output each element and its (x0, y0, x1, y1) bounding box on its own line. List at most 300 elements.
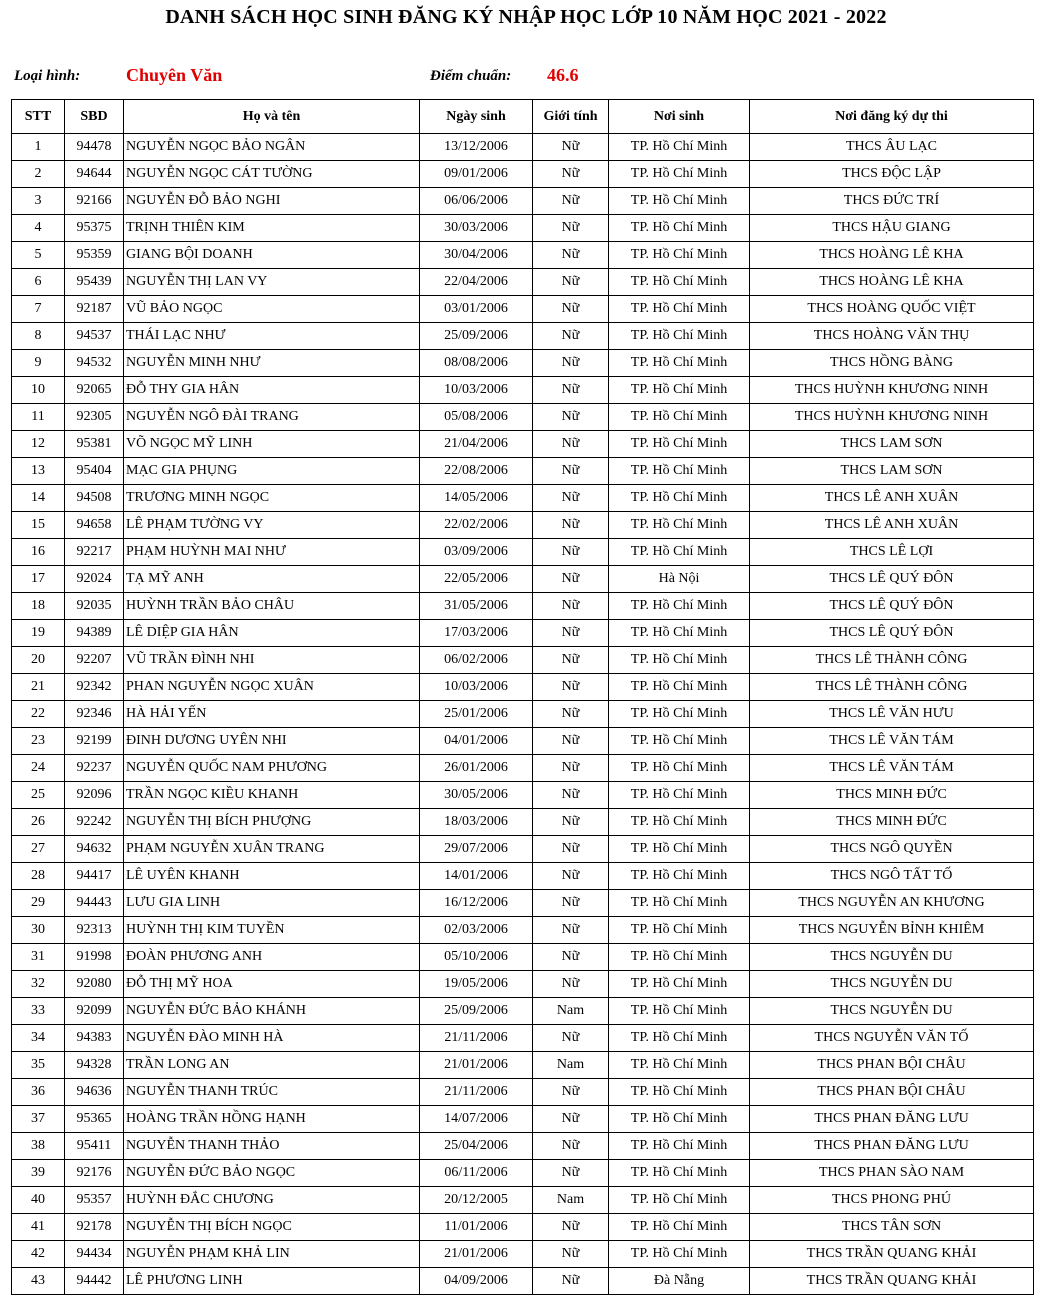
cell-school: THCS NGUYỄN DU (750, 971, 1034, 998)
cell-gender: Nữ (533, 917, 609, 944)
type-value: Chuyên Văn (126, 65, 223, 85)
cell-gender: Nữ (533, 350, 609, 377)
score-label: Điểm chuẩn: (430, 68, 512, 84)
cell-name: LƯU GIA LINH (124, 890, 420, 917)
cell-birthplace: TP. Hồ Chí Minh (609, 539, 750, 566)
cell-name: NGUYỄN THỊ BÍCH NGỌC (124, 1214, 420, 1241)
cell-name: NGUYỄN NGÔ ĐÀI TRANG (124, 404, 420, 431)
table-row (12, 1214, 1034, 1241)
cell-sbd: 94442 (65, 1268, 124, 1295)
cell-stt: 31 (12, 944, 65, 971)
cell-gender: Nữ (533, 377, 609, 404)
cell-gender: Nữ (533, 1025, 609, 1052)
cell-name: NGUYỄN ĐỨC BẢO NGỌC (124, 1160, 420, 1187)
cell-gender: Nữ (533, 404, 609, 431)
table-row (12, 755, 1034, 782)
cell-stt: 25 (12, 782, 65, 809)
cell-school: THCS HOÀNG VĂN THỤ (750, 323, 1034, 350)
cell-birthplace: TP. Hồ Chí Minh (609, 782, 750, 809)
cell-sbd: 92166 (65, 188, 124, 215)
cell-stt: 16 (12, 539, 65, 566)
cell-sbd: 92080 (65, 971, 124, 998)
cell-gender: Nữ (533, 701, 609, 728)
cell-gender: Nữ (533, 188, 609, 215)
cell-stt: 37 (12, 1106, 65, 1133)
cell-name: VŨ BẢO NGỌC (124, 296, 420, 323)
cell-school: THCS HOÀNG LÊ KHA (750, 269, 1034, 296)
cell-sbd: 92065 (65, 377, 124, 404)
cell-name: NGUYỄN ĐỖ BẢO NGHI (124, 188, 420, 215)
score-value: 46.6 (547, 65, 579, 85)
cell-school: THCS PHAN SÀO NAM (750, 1160, 1034, 1187)
cell-school: THCS PHONG PHÚ (750, 1187, 1034, 1214)
cell-name: VÕ NGỌC MỸ LINH (124, 431, 420, 458)
cell-stt: 15 (12, 512, 65, 539)
cell-name: PHẠM NGUYỄN XUÂN TRANG (124, 836, 420, 863)
header-stt: STT (12, 100, 65, 134)
cell-school: THCS TÂN SƠN (750, 1214, 1034, 1241)
cell-school: THCS ĐỨC TRÍ (750, 188, 1034, 215)
cell-dob: 06/11/2006 (420, 1160, 533, 1187)
table-row (12, 1160, 1034, 1187)
cell-name: TRƯƠNG MINH NGỌC (124, 485, 420, 512)
cell-school: THCS LÊ ANH XUÂN (750, 485, 1034, 512)
table-row (12, 566, 1034, 593)
cell-birthplace: TP. Hồ Chí Minh (609, 593, 750, 620)
cell-gender: Nữ (533, 971, 609, 998)
cell-stt: 22 (12, 701, 65, 728)
cell-stt: 33 (12, 998, 65, 1025)
cell-birthplace: TP. Hồ Chí Minh (609, 377, 750, 404)
cell-sbd: 94658 (65, 512, 124, 539)
cell-gender: Nữ (533, 512, 609, 539)
table-row (12, 485, 1034, 512)
cell-school: THCS HUỲNH KHƯƠNG NINH (750, 377, 1034, 404)
cell-dob: 04/01/2006 (420, 728, 533, 755)
cell-sbd: 92217 (65, 539, 124, 566)
cell-birthplace: TP. Hồ Chí Minh (609, 350, 750, 377)
cell-gender: Nữ (533, 485, 609, 512)
cell-gender: Nữ (533, 674, 609, 701)
cell-school: THCS LÊ QUÝ ĐÔN (750, 566, 1034, 593)
cell-stt: 19 (12, 620, 65, 647)
cell-name: LÊ UYÊN KHANH (124, 863, 420, 890)
cell-stt: 20 (12, 647, 65, 674)
cell-gender: Nữ (533, 296, 609, 323)
cell-school: THCS MINH ĐỨC (750, 809, 1034, 836)
table-row (12, 1187, 1034, 1214)
cell-gender: Nữ (533, 134, 609, 161)
cell-school: THCS HUỲNH KHƯƠNG NINH (750, 404, 1034, 431)
cell-stt: 42 (12, 1241, 65, 1268)
table-row (12, 458, 1034, 485)
cell-stt: 7 (12, 296, 65, 323)
cell-gender: Nữ (533, 836, 609, 863)
cell-birthplace: TP. Hồ Chí Minh (609, 755, 750, 782)
cell-school: THCS HOÀNG QUỐC VIỆT (750, 296, 1034, 323)
cell-stt: 40 (12, 1187, 65, 1214)
cell-birthplace: TP. Hồ Chí Minh (609, 323, 750, 350)
cell-birthplace: TP. Hồ Chí Minh (609, 431, 750, 458)
cell-sbd: 95439 (65, 269, 124, 296)
cell-name: TẠ MỸ ANH (124, 566, 420, 593)
cell-gender: Nam (533, 998, 609, 1025)
cell-sbd: 92242 (65, 809, 124, 836)
cell-gender: Nữ (533, 809, 609, 836)
cell-stt: 1 (12, 134, 65, 161)
table-row (12, 215, 1034, 242)
cell-birthplace: TP. Hồ Chí Minh (609, 1052, 750, 1079)
cell-name: THÁI LẠC NHƯ (124, 323, 420, 350)
cell-gender: Nữ (533, 1268, 609, 1295)
cell-dob: 22/08/2006 (420, 458, 533, 485)
cell-school: THCS PHAN BỘI CHÂU (750, 1052, 1034, 1079)
cell-gender: Nam (533, 1052, 609, 1079)
cell-dob: 10/03/2006 (420, 674, 533, 701)
cell-school: THCS HOÀNG LÊ KHA (750, 242, 1034, 269)
cell-stt: 8 (12, 323, 65, 350)
cell-birthplace: TP. Hồ Chí Minh (609, 728, 750, 755)
cell-sbd: 92199 (65, 728, 124, 755)
cell-sbd: 92207 (65, 647, 124, 674)
cell-school: THCS NGÔ TẤT TỐ (750, 863, 1034, 890)
cell-stt: 36 (12, 1079, 65, 1106)
cell-school: THCS HỒNG BÀNG (750, 350, 1034, 377)
cell-birthplace: TP. Hồ Chí Minh (609, 458, 750, 485)
cell-school: THCS LÊ THÀNH CÔNG (750, 647, 1034, 674)
cell-dob: 11/01/2006 (420, 1214, 533, 1241)
table-row (12, 188, 1034, 215)
cell-name: GIANG BỘI DOANH (124, 242, 420, 269)
cell-sbd: 94478 (65, 134, 124, 161)
cell-name: HUỲNH THỊ KIM TUYỀN (124, 917, 420, 944)
cell-gender: Nữ (533, 1214, 609, 1241)
cell-stt: 43 (12, 1268, 65, 1295)
cell-dob: 03/09/2006 (420, 539, 533, 566)
cell-dob: 25/09/2006 (420, 998, 533, 1025)
cell-birthplace: TP. Hồ Chí Minh (609, 161, 750, 188)
table-row (12, 431, 1034, 458)
cell-dob: 25/01/2006 (420, 701, 533, 728)
table-row (12, 836, 1034, 863)
cell-dob: 30/04/2006 (420, 242, 533, 269)
cell-name: PHAN NGUYỄN NGỌC XUÂN (124, 674, 420, 701)
cell-dob: 25/04/2006 (420, 1133, 533, 1160)
cell-gender: Nữ (533, 728, 609, 755)
cell-name: ĐOÀN PHƯƠNG ANH (124, 944, 420, 971)
cell-school: THCS TRẦN QUANG KHẢI (750, 1268, 1034, 1295)
cell-school: THCS NGUYỄN BỈNH KHIÊM (750, 917, 1034, 944)
cell-sbd: 94537 (65, 323, 124, 350)
table-row (12, 539, 1034, 566)
cell-sbd: 95404 (65, 458, 124, 485)
cell-school: THCS PHAN BỘI CHÂU (750, 1079, 1034, 1106)
cell-gender: Nữ (533, 1160, 609, 1187)
cell-name: NGUYỄN THỊ BÍCH PHƯỢNG (124, 809, 420, 836)
cell-dob: 19/05/2006 (420, 971, 533, 998)
cell-dob: 21/01/2006 (420, 1052, 533, 1079)
cell-dob: 08/08/2006 (420, 350, 533, 377)
cell-name: ĐINH DƯƠNG UYÊN NHI (124, 728, 420, 755)
cell-sbd: 92176 (65, 1160, 124, 1187)
header-birthplace: Nơi sinh (609, 100, 750, 134)
cell-name: LÊ PHẠM TƯỜNG VY (124, 512, 420, 539)
cell-stt: 6 (12, 269, 65, 296)
cell-school: THCS LÊ LỢI (750, 539, 1034, 566)
cell-stt: 26 (12, 809, 65, 836)
cell-birthplace: TP. Hồ Chí Minh (609, 512, 750, 539)
cell-sbd: 95375 (65, 215, 124, 242)
cell-dob: 21/04/2006 (420, 431, 533, 458)
cell-sbd: 92313 (65, 917, 124, 944)
cell-birthplace: TP. Hồ Chí Minh (609, 971, 750, 998)
cell-dob: 03/01/2006 (420, 296, 533, 323)
cell-sbd: 94532 (65, 350, 124, 377)
cell-school: THCS LÊ QUÝ ĐÔN (750, 620, 1034, 647)
header-dob: Ngày sinh (420, 100, 533, 134)
cell-dob: 13/12/2006 (420, 134, 533, 161)
meta-row (14, 64, 1034, 90)
cell-birthplace: TP. Hồ Chí Minh (609, 1187, 750, 1214)
cell-name: HOÀNG TRẦN HỒNG HẠNH (124, 1106, 420, 1133)
cell-school: THCS LÊ VĂN TÁM (750, 755, 1034, 782)
cell-stt: 14 (12, 485, 65, 512)
cell-birthplace: TP. Hồ Chí Minh (609, 1214, 750, 1241)
table-row (12, 809, 1034, 836)
table-body (12, 134, 1034, 1295)
cell-sbd: 92024 (65, 566, 124, 593)
table-row (12, 674, 1034, 701)
cell-sbd: 94434 (65, 1241, 124, 1268)
cell-stt: 34 (12, 1025, 65, 1052)
cell-stt: 30 (12, 917, 65, 944)
cell-school: THCS NGUYỄN DU (750, 998, 1034, 1025)
cell-dob: 02/03/2006 (420, 917, 533, 944)
cell-sbd: 95381 (65, 431, 124, 458)
cell-sbd: 92178 (65, 1214, 124, 1241)
cell-stt: 39 (12, 1160, 65, 1187)
cell-gender: Nữ (533, 539, 609, 566)
cell-gender: Nữ (533, 1241, 609, 1268)
cell-stt: 35 (12, 1052, 65, 1079)
cell-name: LÊ PHƯƠNG LINH (124, 1268, 420, 1295)
cell-gender: Nữ (533, 161, 609, 188)
cell-name: NGUYỄN THANH TRÚC (124, 1079, 420, 1106)
cell-birthplace: TP. Hồ Chí Minh (609, 701, 750, 728)
cell-name: TRẦN LONG AN (124, 1052, 420, 1079)
cell-birthplace: TP. Hồ Chí Minh (609, 620, 750, 647)
cell-sbd: 92342 (65, 674, 124, 701)
cell-stt: 32 (12, 971, 65, 998)
cell-dob: 16/12/2006 (420, 890, 533, 917)
cell-dob: 30/03/2006 (420, 215, 533, 242)
cell-stt: 27 (12, 836, 65, 863)
cell-dob: 21/01/2006 (420, 1241, 533, 1268)
cell-dob: 18/03/2006 (420, 809, 533, 836)
cell-dob: 14/07/2006 (420, 1106, 533, 1133)
cell-birthplace: TP. Hồ Chí Minh (609, 863, 750, 890)
cell-birthplace: TP. Hồ Chí Minh (609, 269, 750, 296)
table-row (12, 269, 1034, 296)
cell-name: NGUYỄN THANH THẢO (124, 1133, 420, 1160)
cell-stt: 2 (12, 161, 65, 188)
cell-name: NGUYỄN QUỐC NAM PHƯƠNG (124, 755, 420, 782)
cell-dob: 06/02/2006 (420, 647, 533, 674)
cell-dob: 22/05/2006 (420, 566, 533, 593)
cell-name: NGUYỄN NGỌC BẢO NGÂN (124, 134, 420, 161)
cell-stt: 4 (12, 215, 65, 242)
cell-name: NGUYỄN ĐÀO MINH HÀ (124, 1025, 420, 1052)
cell-name: HÀ HẢI YẾN (124, 701, 420, 728)
cell-sbd: 94443 (65, 890, 124, 917)
cell-stt: 41 (12, 1214, 65, 1241)
cell-birthplace: TP. Hồ Chí Minh (609, 1241, 750, 1268)
cell-sbd: 92035 (65, 593, 124, 620)
cell-stt: 24 (12, 755, 65, 782)
table-row (12, 1241, 1034, 1268)
cell-sbd: 95365 (65, 1106, 124, 1133)
table-row (12, 998, 1034, 1025)
cell-dob: 21/11/2006 (420, 1079, 533, 1106)
cell-birthplace: TP. Hồ Chí Minh (609, 1106, 750, 1133)
cell-stt: 11 (12, 404, 65, 431)
cell-gender: Nữ (533, 1106, 609, 1133)
cell-dob: 25/09/2006 (420, 323, 533, 350)
cell-sbd: 92099 (65, 998, 124, 1025)
header-gender: Giới tính (533, 100, 609, 134)
table-row (12, 1025, 1034, 1052)
cell-sbd: 92305 (65, 404, 124, 431)
cell-birthplace: TP. Hồ Chí Minh (609, 890, 750, 917)
cell-name: NGUYỄN NGỌC CÁT TƯỜNG (124, 161, 420, 188)
table-row (12, 134, 1034, 161)
cell-birthplace: TP. Hồ Chí Minh (609, 134, 750, 161)
cell-school: THCS NGUYỄN DU (750, 944, 1034, 971)
cell-school: THCS PHAN ĐĂNG LƯU (750, 1106, 1034, 1133)
table-row (12, 890, 1034, 917)
cell-gender: Nữ (533, 1079, 609, 1106)
cell-name: ĐỖ THỊ MỸ HOA (124, 971, 420, 998)
cell-stt: 5 (12, 242, 65, 269)
cell-birthplace: Đà Nẵng (609, 1268, 750, 1295)
cell-birthplace: TP. Hồ Chí Minh (609, 647, 750, 674)
cell-gender: Nữ (533, 323, 609, 350)
cell-school: THCS LÊ VĂN HƯU (750, 701, 1034, 728)
header-name: Họ và tên (124, 100, 420, 134)
cell-birthplace: TP. Hồ Chí Minh (609, 836, 750, 863)
cell-gender: Nữ (533, 269, 609, 296)
cell-dob: 10/03/2006 (420, 377, 533, 404)
table-row (12, 350, 1034, 377)
cell-name: NGUYỄN ĐỨC BẢO KHÁNH (124, 998, 420, 1025)
page-title: DANH SÁCH HỌC SINH ĐĂNG KÝ NHẬP HỌC LỚP 10 NĂM HỌC 2021 - 2022 (165, 6, 887, 28)
table-row (12, 161, 1034, 188)
cell-stt: 10 (12, 377, 65, 404)
table-row (12, 917, 1034, 944)
cell-dob: 05/10/2006 (420, 944, 533, 971)
cell-birthplace: Hà Nội (609, 566, 750, 593)
cell-birthplace: TP. Hồ Chí Minh (609, 809, 750, 836)
cell-school: THCS LÊ THÀNH CÔNG (750, 674, 1034, 701)
cell-dob: 05/08/2006 (420, 404, 533, 431)
cell-gender: Nữ (533, 944, 609, 971)
cell-stt: 3 (12, 188, 65, 215)
table-row (12, 782, 1034, 809)
cell-sbd: 94417 (65, 863, 124, 890)
cell-stt: 13 (12, 458, 65, 485)
cell-sbd: 92187 (65, 296, 124, 323)
cell-sbd: 95359 (65, 242, 124, 269)
cell-gender: Nữ (533, 458, 609, 485)
cell-dob: 14/01/2006 (420, 863, 533, 890)
cell-birthplace: TP. Hồ Chí Minh (609, 485, 750, 512)
cell-sbd: 94632 (65, 836, 124, 863)
cell-gender: Nữ (533, 215, 609, 242)
table-row (12, 1268, 1034, 1295)
cell-gender: Nữ (533, 242, 609, 269)
type-label: Loại hình: (14, 68, 81, 84)
cell-dob: 22/04/2006 (420, 269, 533, 296)
cell-birthplace: TP. Hồ Chí Minh (609, 674, 750, 701)
cell-stt: 28 (12, 863, 65, 890)
cell-stt: 38 (12, 1133, 65, 1160)
cell-sbd: 94636 (65, 1079, 124, 1106)
cell-school: THCS NGUYỄN VĂN TỐ (750, 1025, 1034, 1052)
header-school: Nơi đăng ký dự thi (750, 100, 1034, 134)
cell-dob: 31/05/2006 (420, 593, 533, 620)
cell-birthplace: TP. Hồ Chí Minh (609, 1133, 750, 1160)
cell-sbd: 94644 (65, 161, 124, 188)
cell-dob: 14/05/2006 (420, 485, 533, 512)
cell-sbd: 92237 (65, 755, 124, 782)
cell-dob: 22/02/2006 (420, 512, 533, 539)
cell-name: LÊ DIỆP GIA HÂN (124, 620, 420, 647)
table-row (12, 323, 1034, 350)
student-table (11, 99, 1034, 1295)
table-row (12, 1133, 1034, 1160)
table-row (12, 296, 1034, 323)
cell-stt: 12 (12, 431, 65, 458)
cell-dob: 21/11/2006 (420, 1025, 533, 1052)
cell-birthplace: TP. Hồ Chí Minh (609, 215, 750, 242)
cell-dob: 29/07/2006 (420, 836, 533, 863)
table-row (12, 701, 1034, 728)
cell-name: HUỲNH TRẦN BẢO CHÂU (124, 593, 420, 620)
table-row (12, 512, 1034, 539)
cell-name: TRẦN NGỌC KIỀU KHANH (124, 782, 420, 809)
cell-stt: 18 (12, 593, 65, 620)
cell-dob: 17/03/2006 (420, 620, 533, 647)
cell-stt: 23 (12, 728, 65, 755)
cell-name: VŨ TRẦN ĐÌNH NHI (124, 647, 420, 674)
cell-school: THCS TRẦN QUANG KHẢI (750, 1241, 1034, 1268)
cell-sbd: 95411 (65, 1133, 124, 1160)
cell-name: NGUYỄN THỊ LAN VY (124, 269, 420, 296)
cell-school: THCS LÊ VĂN TÁM (750, 728, 1034, 755)
cell-school: THCS LAM SƠN (750, 431, 1034, 458)
table-row (12, 1052, 1034, 1079)
cell-sbd: 94508 (65, 485, 124, 512)
cell-birthplace: TP. Hồ Chí Minh (609, 944, 750, 971)
cell-dob: 06/06/2006 (420, 188, 533, 215)
cell-sbd: 94383 (65, 1025, 124, 1052)
table-header-row (12, 100, 1034, 134)
cell-school: THCS ĐỘC LẬP (750, 161, 1034, 188)
cell-birthplace: TP. Hồ Chí Minh (609, 917, 750, 944)
header-sbd: SBD (65, 100, 124, 134)
cell-gender: Nữ (533, 593, 609, 620)
cell-school: THCS LAM SƠN (750, 458, 1034, 485)
